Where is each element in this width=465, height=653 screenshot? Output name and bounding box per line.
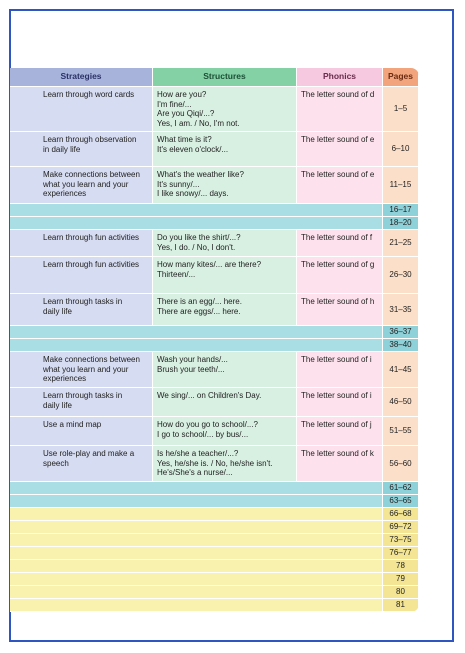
unit-phonics: The letter sound of e bbox=[297, 132, 383, 167]
band-row-pages: 66–68 bbox=[383, 508, 419, 521]
unit-structures: Wash your hands/... Brush your teeth/... bbox=[153, 352, 297, 388]
band-row-spacer bbox=[10, 547, 383, 560]
unit-pages[interactable]: 41–45 bbox=[383, 352, 419, 388]
band-row-pages: 36–37 bbox=[383, 326, 419, 339]
unit-pages[interactable]: 1–5 bbox=[383, 87, 419, 132]
band-row-pages: 63–65 bbox=[383, 495, 419, 508]
unit-strategy: Learn through tasks in daily life bbox=[10, 294, 153, 326]
band-row-spacer bbox=[10, 482, 383, 495]
header-structures: Structures bbox=[153, 68, 297, 87]
unit-pages[interactable]: 21–25 bbox=[383, 230, 419, 257]
unit-phonics: The letter sound of i bbox=[297, 352, 383, 388]
unit-pages[interactable]: 26–30 bbox=[383, 257, 419, 294]
band-row-pages: 73–75 bbox=[383, 534, 419, 547]
band-row-spacer bbox=[10, 599, 383, 612]
unit-strategy: Learn through observation in daily life bbox=[10, 132, 153, 167]
unit-phonics: The letter sound of e bbox=[297, 167, 383, 204]
unit-strategy: Learn through fun activities bbox=[10, 230, 153, 257]
band-row-spacer bbox=[10, 534, 383, 547]
unit-strategy: Use role-play and make a speech bbox=[10, 446, 153, 482]
unit-phonics: The letter sound of h bbox=[297, 294, 383, 326]
unit-structures: Is he/she a teacher/...? Yes, he/she is. / No, he/she isn't. He's/She's a nurse/... bbox=[153, 446, 297, 482]
header-phonics: Phonics bbox=[297, 68, 383, 87]
band-row-pages: 61–62 bbox=[383, 482, 419, 495]
unit-strategy: Learn through tasks in daily life bbox=[10, 388, 153, 417]
unit-strategy: Make connections between what you learn and your experiences bbox=[10, 352, 153, 388]
band-row-pages: 76–77 bbox=[383, 547, 419, 560]
unit-structures: How do you go to school/...? I go to school/... by bus/... bbox=[153, 417, 297, 446]
band-row-pages: 78 bbox=[383, 560, 419, 573]
unit-pages[interactable]: 6–10 bbox=[383, 132, 419, 167]
unit-pages[interactable]: 56–60 bbox=[383, 446, 419, 482]
band-row-spacer bbox=[10, 217, 383, 230]
band-row-pages: 80 bbox=[383, 586, 419, 599]
unit-structures: There is an egg/... here. There are eggs/... here. bbox=[153, 294, 297, 326]
unit-strategy: Make connections between what you learn and your experiences bbox=[10, 167, 153, 204]
unit-pages[interactable]: 46–50 bbox=[383, 388, 419, 417]
band-row-pages: 69–72 bbox=[383, 521, 419, 534]
unit-structures: We sing/... on Children's Day. bbox=[153, 388, 297, 417]
band-row-pages: 16–17 bbox=[383, 204, 419, 217]
unit-phonics: The letter sound of d bbox=[297, 87, 383, 132]
header-pages: Pages bbox=[383, 68, 419, 87]
unit-structures: How are you? I'm fine/... Are you Qiqi/...? Yes, I am. / No, I'm not. bbox=[153, 87, 297, 132]
contents-table bbox=[10, 68, 419, 612]
band-row-pages: 81 bbox=[383, 599, 419, 612]
band-row-pages: 79 bbox=[383, 573, 419, 586]
band-row-pages: 18–20 bbox=[383, 217, 419, 230]
unit-phonics: The letter sound of f bbox=[297, 230, 383, 257]
band-row-spacer bbox=[10, 521, 383, 534]
band-row-spacer bbox=[10, 495, 383, 508]
unit-pages[interactable]: 31–35 bbox=[383, 294, 419, 326]
unit-structures: What's the weather like? It's sunny/... I like snowy/... days. bbox=[153, 167, 297, 204]
band-row-spacer bbox=[10, 339, 383, 352]
band-row-spacer bbox=[10, 204, 383, 217]
band-row-pages: 38–40 bbox=[383, 339, 419, 352]
unit-phonics: The letter sound of j bbox=[297, 417, 383, 446]
unit-pages[interactable]: 11–15 bbox=[383, 167, 419, 204]
unit-phonics: The letter sound of k bbox=[297, 446, 383, 482]
unit-structures: What time is it? It's eleven o'clock/... bbox=[153, 132, 297, 167]
band-row-spacer bbox=[10, 508, 383, 521]
band-row-spacer bbox=[10, 586, 383, 599]
header-strategies: Strategies bbox=[10, 68, 153, 87]
band-row-spacer bbox=[10, 573, 383, 586]
band-row-spacer bbox=[10, 560, 383, 573]
unit-pages[interactable]: 51–55 bbox=[383, 417, 419, 446]
unit-strategy: Use a mind map bbox=[10, 417, 153, 446]
unit-structures: How many kites/... are there? Thirteen/... bbox=[153, 257, 297, 294]
unit-phonics: The letter sound of i bbox=[297, 388, 383, 417]
unit-phonics: The letter sound of g bbox=[297, 257, 383, 294]
unit-strategy: Learn through fun activities bbox=[10, 257, 153, 294]
unit-structures: Do you like the shirt/...? Yes, I do. / No, I don't. bbox=[153, 230, 297, 257]
band-row-spacer bbox=[10, 326, 383, 339]
unit-strategy: Learn through word cards bbox=[10, 87, 153, 132]
